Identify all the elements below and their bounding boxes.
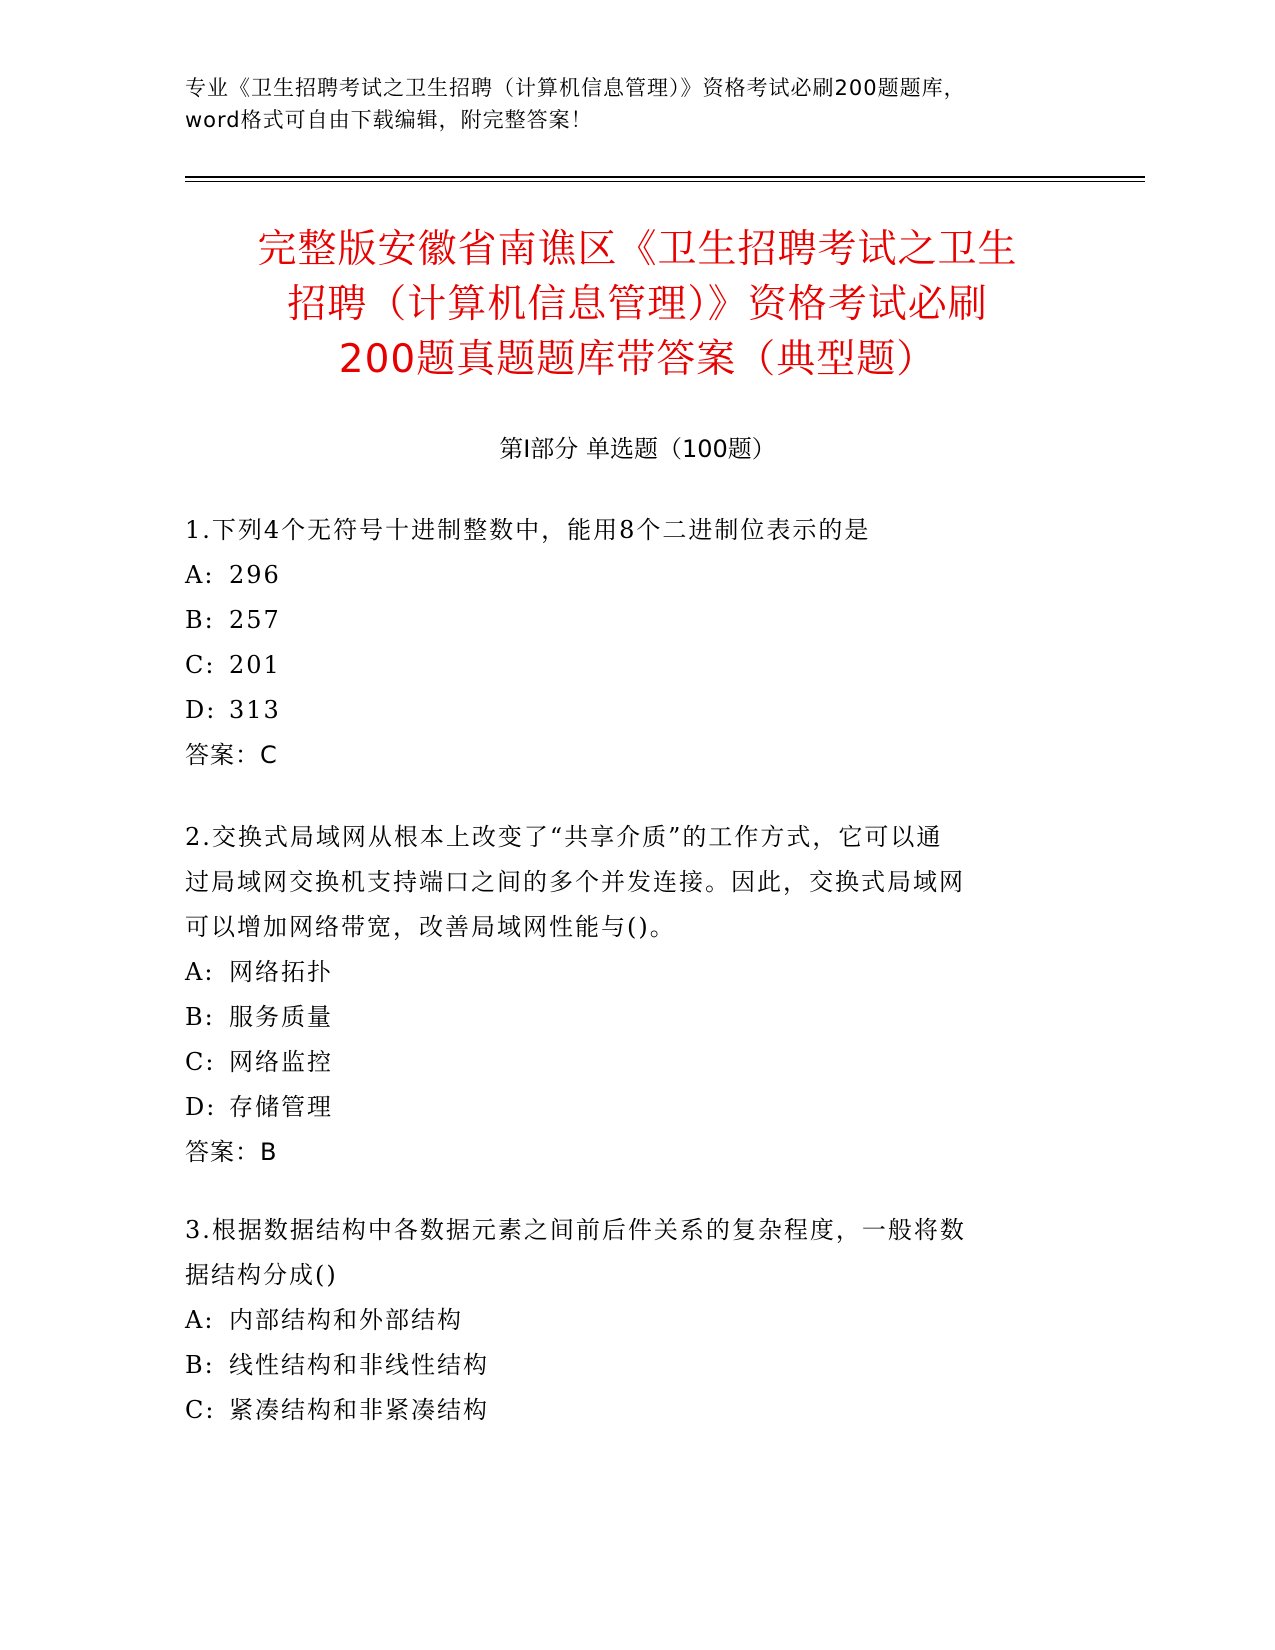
question-text: 可以增加网络带宽，改善局域网性能与()。 <box>185 913 676 941</box>
title-line: 招聘（计算机信息管理）》资格考试必刷 <box>287 282 988 327</box>
option-text: 存储管理 <box>229 1093 333 1121</box>
option-text: 网络监控 <box>229 1048 333 1076</box>
question-text: 3.根据数据结构中各数据元素之间前后件关系的复杂程度，一般将数 <box>185 1216 966 1244</box>
option-d <box>185 688 1055 733</box>
option-c <box>185 643 1055 688</box>
question-text: 2.交换式局域网从根本上改变了“共享介质”的工作方式，它可以通 <box>185 823 943 851</box>
question-2 <box>185 815 1055 1175</box>
question-text: 据结构分成() <box>185 1261 338 1289</box>
option-text: 296 <box>229 561 281 589</box>
question-text: 1.下列4个无符号十进制整数中，能用8个二进制位表示的是 <box>185 516 871 544</box>
option-b <box>185 598 1055 643</box>
option-text: 201 <box>229 651 281 679</box>
document-title <box>160 222 1115 387</box>
question-text: 过局域网交换机支持端口之间的多个并发连接。因此，交换式局域网 <box>185 868 965 896</box>
option-key: C: <box>185 651 216 679</box>
option-c <box>185 1388 1055 1433</box>
answer: 答案：B <box>185 1138 278 1166</box>
option-key: C: <box>185 1396 216 1424</box>
option-text: 线性结构和非线性结构 <box>229 1351 489 1379</box>
option-key: A: <box>185 1306 215 1334</box>
option-text: 内部结构和外部结构 <box>229 1306 463 1334</box>
answer: 答案：C <box>185 741 278 769</box>
option-text: 257 <box>229 606 281 634</box>
option-a <box>185 553 1055 598</box>
option-b <box>185 1343 1055 1388</box>
option-c <box>185 1040 1055 1085</box>
option-text: 服务质量 <box>229 1003 333 1031</box>
option-key: C: <box>185 1048 216 1076</box>
option-b <box>185 995 1055 1040</box>
option-a <box>185 1298 1055 1343</box>
header-divider <box>185 176 1145 178</box>
option-key: B: <box>185 606 215 634</box>
option-key: B: <box>185 1003 215 1031</box>
option-key: B: <box>185 1351 215 1379</box>
option-text: 紧凑结构和非紧凑结构 <box>229 1396 489 1424</box>
title-line: 200题真题题库带答案（典型题） <box>338 337 937 382</box>
option-a <box>185 950 1055 995</box>
option-key: D: <box>185 1093 217 1121</box>
header-divider-thin <box>185 181 1145 182</box>
option-key: D: <box>185 696 217 724</box>
title-line: 完整版安徽省南谯区《卫生招聘考试之卫生 <box>257 227 1018 272</box>
option-d <box>185 1085 1055 1130</box>
section-heading: 第Ⅰ部分 单选题（100题） <box>499 435 776 463</box>
header-note-line: word格式可自由下载编辑，附完整答案！ <box>185 108 593 132</box>
question-3 <box>185 1208 1055 1433</box>
header-note-line: 专业《卫生招聘考试之卫生招聘（计算机信息管理）》资格考试必刷200题题库， <box>185 76 966 100</box>
option-key: A: <box>185 958 215 986</box>
question-1 <box>185 508 1055 778</box>
header-note <box>185 72 1085 136</box>
option-key: A: <box>185 561 215 589</box>
option-text: 313 <box>229 696 281 724</box>
option-text: 网络拓扑 <box>229 958 333 986</box>
